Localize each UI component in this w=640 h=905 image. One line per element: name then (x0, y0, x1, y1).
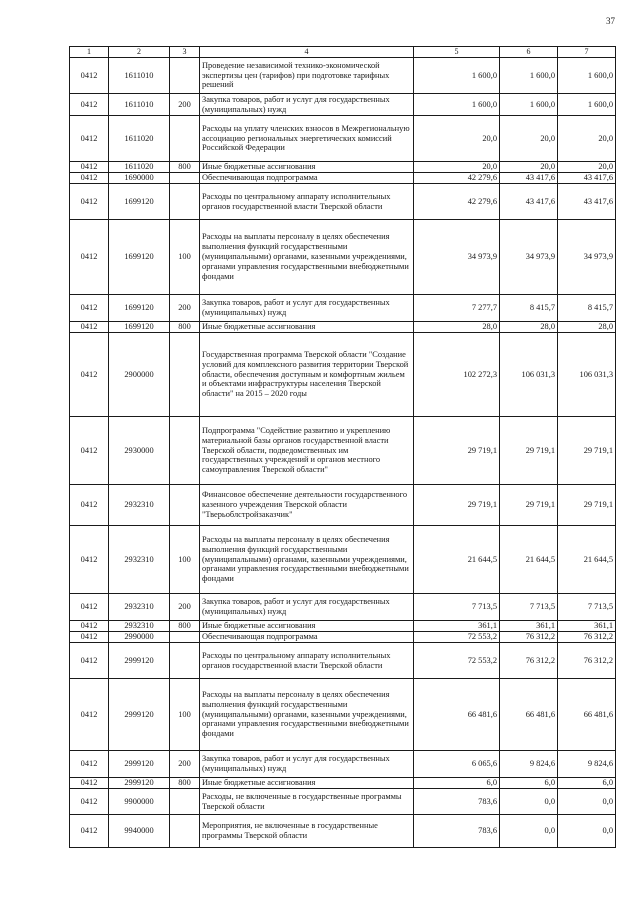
amount-col-5: 29 719,1 (414, 417, 500, 485)
table-row (70, 116, 616, 162)
table-row (70, 485, 616, 526)
target-code: 2999120 (109, 778, 170, 789)
section-code: 0412 (70, 632, 109, 643)
section-code: 0412 (70, 173, 109, 184)
header-col-2: 2 (109, 47, 170, 58)
amount-col-6: 6,0 (500, 778, 558, 789)
section-code: 0412 (70, 751, 109, 778)
section-code: 0412 (70, 295, 109, 322)
table-body (70, 58, 616, 848)
description: Иные бюджетные ассигнования (200, 778, 414, 789)
amount-col-6: 76 312,2 (500, 643, 558, 679)
section-code: 0412 (70, 162, 109, 173)
target-code: 1699120 (109, 184, 170, 220)
amount-col-5: 20,0 (414, 162, 500, 173)
table-row (70, 184, 616, 220)
amount-col-7: 29 719,1 (558, 485, 616, 526)
amount-col-5: 783,6 (414, 789, 500, 815)
amount-col-6: 43 417,6 (500, 173, 558, 184)
table-row (70, 778, 616, 789)
section-code: 0412 (70, 789, 109, 815)
amount-col-7: 20,0 (558, 116, 616, 162)
amount-col-6: 66 481,6 (500, 679, 558, 751)
section-code: 0412 (70, 526, 109, 594)
budget-table (69, 46, 616, 848)
amount-col-7: 0,0 (558, 815, 616, 848)
target-code: 2999120 (109, 643, 170, 679)
amount-col-6: 20,0 (500, 162, 558, 173)
amount-col-7: 34 973,9 (558, 220, 616, 295)
target-code: 2990000 (109, 632, 170, 643)
expense-type (170, 485, 200, 526)
table-row (70, 643, 616, 679)
section-code: 0412 (70, 485, 109, 526)
amount-col-5: 66 481,6 (414, 679, 500, 751)
section-code: 0412 (70, 322, 109, 333)
table-row (70, 162, 616, 173)
amount-col-7: 28,0 (558, 322, 616, 333)
table-row (70, 621, 616, 632)
amount-col-6: 7 713,5 (500, 594, 558, 621)
amount-col-7: 21 644,5 (558, 526, 616, 594)
description: Иные бюджетные ассигнования (200, 162, 414, 173)
amount-col-5: 72 553,2 (414, 643, 500, 679)
section-code: 0412 (70, 643, 109, 679)
amount-col-7: 43 417,6 (558, 173, 616, 184)
amount-col-7: 361,1 (558, 621, 616, 632)
description: Обеспечивающая подпрограмма (200, 173, 414, 184)
target-code: 9900000 (109, 789, 170, 815)
expense-type (170, 184, 200, 220)
target-code: 2932310 (109, 526, 170, 594)
amount-col-7: 106 031,3 (558, 333, 616, 417)
amount-col-6: 34 973,9 (500, 220, 558, 295)
description: Закупка товаров, работ и услуг для государственных (муниципальных) нужд (200, 751, 414, 778)
section-code: 0412 (70, 417, 109, 485)
amount-col-5: 42 279,6 (414, 173, 500, 184)
description: Проведение независимой технико-экономической экспертизы цен (тарифов) при подготовке тарифных решений (200, 58, 414, 94)
expense-type: 800 (170, 322, 200, 333)
amount-col-7: 0,0 (558, 789, 616, 815)
section-code: 0412 (70, 778, 109, 789)
table-row (70, 789, 616, 815)
description: Закупка товаров, работ и услуг для государственных (муниципальных) нужд (200, 94, 414, 116)
amount-col-5: 783,6 (414, 815, 500, 848)
table-row (70, 94, 616, 116)
amount-col-7: 76 312,2 (558, 643, 616, 679)
target-code: 2932310 (109, 621, 170, 632)
expense-type (170, 789, 200, 815)
expense-type (170, 58, 200, 94)
amount-col-5: 29 719,1 (414, 485, 500, 526)
amount-col-6: 361,1 (500, 621, 558, 632)
description: Финансовое обеспечение деятельности государственного казенного учреждения Тверской области "Тверьоблстройзаказчик" (200, 485, 414, 526)
amount-col-7: 29 719,1 (558, 417, 616, 485)
target-code: 1699120 (109, 322, 170, 333)
amount-col-5: 72 553,2 (414, 632, 500, 643)
expense-type: 200 (170, 751, 200, 778)
amount-col-6: 76 312,2 (500, 632, 558, 643)
amount-col-5: 6 065,6 (414, 751, 500, 778)
section-code: 0412 (70, 220, 109, 295)
description: Иные бюджетные ассигнования (200, 322, 414, 333)
table-row (70, 594, 616, 621)
expense-type (170, 632, 200, 643)
amount-col-6: 1 600,0 (500, 58, 558, 94)
expense-type (170, 333, 200, 417)
section-code: 0412 (70, 94, 109, 116)
amount-col-5: 1 600,0 (414, 58, 500, 94)
expense-type (170, 116, 200, 162)
description: Подпрограмма "Содействие развитию и укреплению материальной базы органов государственной власти Тверской области, подведомственных им государственных учреждений и органов местного самоуправления Тверской области" (200, 417, 414, 485)
description: Иные бюджетные ассигнования (200, 621, 414, 632)
description: Обеспечивающая подпрограмма (200, 632, 414, 643)
amount-col-5: 34 973,9 (414, 220, 500, 295)
expense-type (170, 643, 200, 679)
target-code: 1611020 (109, 116, 170, 162)
amount-col-7: 9 824,6 (558, 751, 616, 778)
table-row (70, 295, 616, 322)
target-code: 9940000 (109, 815, 170, 848)
target-code: 1611020 (109, 162, 170, 173)
amount-col-7: 20,0 (558, 162, 616, 173)
amount-col-6: 28,0 (500, 322, 558, 333)
amount-col-6: 43 417,6 (500, 184, 558, 220)
header-row (70, 47, 616, 58)
table-row (70, 526, 616, 594)
header-col-3: 3 (170, 47, 200, 58)
amount-col-7: 8 415,7 (558, 295, 616, 322)
description: Расходы по центральному аппарату исполнительных органов государственной власти Тверской области (200, 643, 414, 679)
header-col-1: 1 (70, 47, 109, 58)
amount-col-7: 66 481,6 (558, 679, 616, 751)
amount-col-6: 21 644,5 (500, 526, 558, 594)
section-code: 0412 (70, 116, 109, 162)
amount-col-6: 0,0 (500, 815, 558, 848)
amount-col-5: 6,0 (414, 778, 500, 789)
description: Закупка товаров, работ и услуг для государственных (муниципальных) нужд (200, 594, 414, 621)
target-code: 1611010 (109, 58, 170, 94)
table-row (70, 333, 616, 417)
amount-col-7: 6,0 (558, 778, 616, 789)
description: Расходы по центральному аппарату исполнительных органов государственной власти Тверской области (200, 184, 414, 220)
header-col-6: 6 (500, 47, 558, 58)
section-code: 0412 (70, 594, 109, 621)
page-number: 37 (606, 16, 615, 26)
target-code: 2930000 (109, 417, 170, 485)
expense-type: 800 (170, 162, 200, 173)
section-code: 0412 (70, 679, 109, 751)
amount-col-6: 29 719,1 (500, 485, 558, 526)
amount-col-5: 21 644,5 (414, 526, 500, 594)
table-row (70, 322, 616, 333)
expense-type (170, 815, 200, 848)
amount-col-7: 76 312,2 (558, 632, 616, 643)
expense-type: 200 (170, 594, 200, 621)
expense-type: 200 (170, 94, 200, 116)
table-row (70, 815, 616, 848)
expense-type: 800 (170, 778, 200, 789)
target-code: 1611010 (109, 94, 170, 116)
amount-col-6: 9 824,6 (500, 751, 558, 778)
target-code: 2900000 (109, 333, 170, 417)
amount-col-5: 361,1 (414, 621, 500, 632)
expense-type: 100 (170, 220, 200, 295)
header-col-5: 5 (414, 47, 500, 58)
amount-col-7: 43 417,6 (558, 184, 616, 220)
target-code: 2932310 (109, 485, 170, 526)
amount-col-5: 1 600,0 (414, 94, 500, 116)
description: Мероприятия, не включенные в государственные программы Тверской области (200, 815, 414, 848)
target-code: 2932310 (109, 594, 170, 621)
description: Расходы, не включенные в государственные программы Тверской области (200, 789, 414, 815)
amount-col-5: 102 272,3 (414, 333, 500, 417)
target-code: 2999120 (109, 679, 170, 751)
expense-type: 200 (170, 295, 200, 322)
expense-type: 800 (170, 621, 200, 632)
amount-col-6: 20,0 (500, 116, 558, 162)
description: Расходы на выплаты персоналу в целях обеспечения выполнения функций государственными (муниципальными) органами, казенными учреждениями, органами управления государственными внебюджетными фондами (200, 679, 414, 751)
header-col-4: 4 (200, 47, 414, 58)
amount-col-5: 7 713,5 (414, 594, 500, 621)
amount-col-6: 1 600,0 (500, 94, 558, 116)
table-row (70, 220, 616, 295)
table-row (70, 632, 616, 643)
amount-col-6: 0,0 (500, 789, 558, 815)
amount-col-7: 1 600,0 (558, 58, 616, 94)
amount-col-7: 1 600,0 (558, 94, 616, 116)
section-code: 0412 (70, 333, 109, 417)
description: Расходы на уплату членских взносов в Межрегиональную ассоциацию региональных энергетических комиссий Российской Федерации (200, 116, 414, 162)
section-code: 0412 (70, 58, 109, 94)
header-col-7: 7 (558, 47, 616, 58)
target-code: 1699120 (109, 295, 170, 322)
target-code: 1699120 (109, 220, 170, 295)
section-code: 0412 (70, 815, 109, 848)
description: Государственная программа Тверской области "Создание условий для комплексного развития территории Тверской области, обеспечения доступным и комфортным жильем и объектами инфраструктуры населения Тверской области" на 2015 – 2020 годы (200, 333, 414, 417)
expense-type (170, 417, 200, 485)
amount-col-6: 106 031,3 (500, 333, 558, 417)
expense-type: 100 (170, 526, 200, 594)
expense-type (170, 173, 200, 184)
target-code: 2999120 (109, 751, 170, 778)
table-row (70, 751, 616, 778)
table-row (70, 417, 616, 485)
section-code: 0412 (70, 184, 109, 220)
amount-col-5: 7 277,7 (414, 295, 500, 322)
table-row (70, 58, 616, 94)
amount-col-5: 42 279,6 (414, 184, 500, 220)
amount-col-6: 8 415,7 (500, 295, 558, 322)
section-code: 0412 (70, 621, 109, 632)
amount-col-6: 29 719,1 (500, 417, 558, 485)
description: Закупка товаров, работ и услуг для государственных (муниципальных) нужд (200, 295, 414, 322)
table-row (70, 173, 616, 184)
target-code: 1690000 (109, 173, 170, 184)
description: Расходы на выплаты персоналу в целях обеспечения выполнения функций государственными (муниципальными) органами, казенными учреждениями, органами управления государственными внебюджетными фондами (200, 526, 414, 594)
amount-col-5: 28,0 (414, 322, 500, 333)
amount-col-7: 7 713,5 (558, 594, 616, 621)
expense-type: 100 (170, 679, 200, 751)
description: Расходы на выплаты персоналу в целях обеспечения выполнения функций государственными (муниципальными) органами, казенными учреждениями, органами управления государственными внебюджетными фондами (200, 220, 414, 295)
amount-col-5: 20,0 (414, 116, 500, 162)
table-row (70, 679, 616, 751)
